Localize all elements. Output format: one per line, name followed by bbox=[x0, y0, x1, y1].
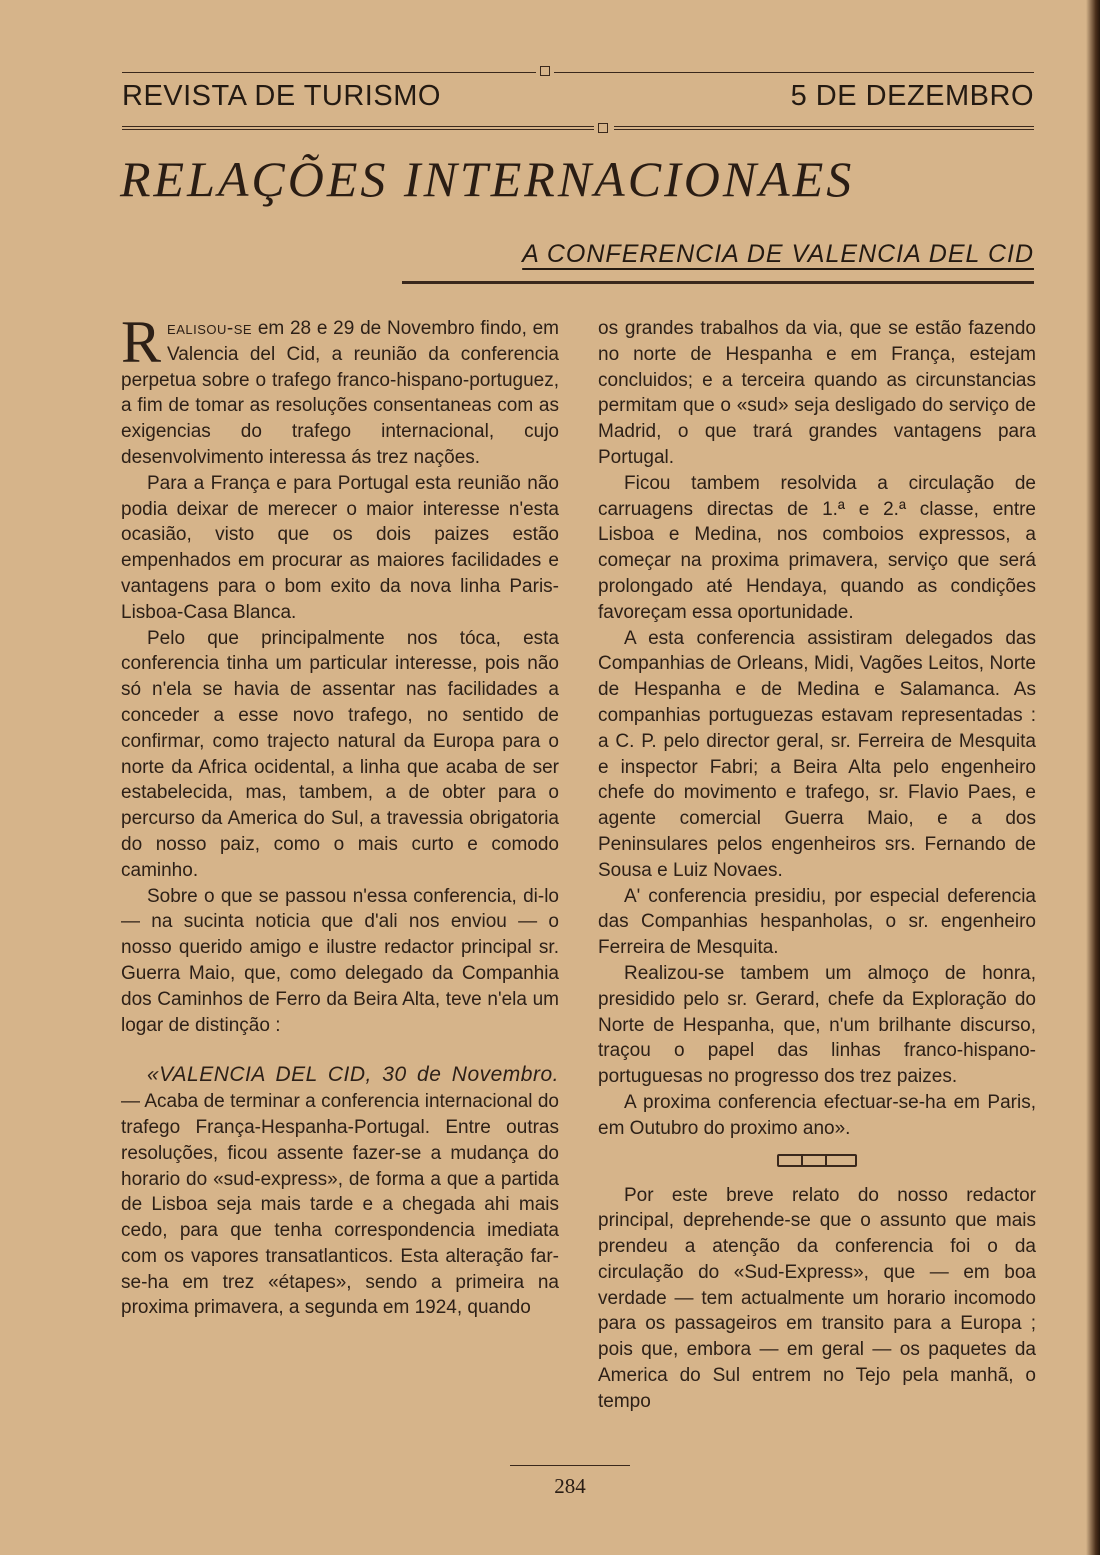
header-rule-bottom-left bbox=[122, 126, 594, 130]
paragraph: Realizou-se tambem um almoço de honra, presidido pelo sr. Gerard, chefe da Exploração do Norte de Hespanha, que, n'um brilhante discurso, traçou o papel das linhas franco-hispano-portuguesas no progresso dos trez paizes. bbox=[598, 962, 1036, 1088]
right-column bbox=[598, 316, 1036, 1415]
paragraph: Por este breve relato do nosso redactor principal, deprehende-se que o assunto que mais prendeu a atenção da conferencia foi o da circulação do «Sud-Express», que — em boa verdade — tem actualmente um horario incomodo para os passageiros em transito para a Europa ; pois que, embora — em geral — os paquetes da America do Sul entrem no Tejo pela manhã, o tempo bbox=[598, 1184, 1036, 1412]
drop-cap: R bbox=[121, 309, 162, 375]
header-rule-ornament-bottom bbox=[598, 123, 608, 133]
running-head-title: REVISTA DE TURISMO bbox=[122, 80, 441, 112]
paragraph: A proxima conferencia efectuar-se-ha em Paris, em Outubro do proximo ano». bbox=[598, 1091, 1036, 1139]
paragraph: Para a França e para Portugal esta reunião não podia deixar de merecer o maior interesse n'esta ocasião, visto que os dois paizes estão empenhados em procurar as maiores facilidades e vantagens para o bom exito da nova linha Paris-Lisboa-Casa Blanca. bbox=[121, 472, 559, 623]
header-rule-ornament-top bbox=[540, 66, 550, 76]
lead-words: ealisou-se bbox=[167, 318, 253, 339]
spacer bbox=[121, 1038, 559, 1062]
paragraph: A esta conferencia assistiram delegados das Companhias de Orleans, Midi, Vagões Leitos, Norte de Hespanha e de Medina e Salamanca. As companhias portuguezas estavam representadas : a C. P. pelo director geral, sr. Ferreira de Mesquita e inspector Fabri; a Beira Alta pelo engenheiro chefe do movimento e trafego, sr. Flavio Paes, e agente comercial Guerra Maio, e a dos Peninsulares pelos engenheiros srs. Fernando de Sousa e Luiz Novaes. bbox=[598, 627, 1036, 881]
left-column bbox=[121, 309, 559, 1321]
paragraph: Sobre o que se passou n'essa conferencia, di-lo — na sucinta noticia que d'ali nos enviou — o nosso querido amigo e ilustre redactor principal sr. Guerra Maio, que, como delegado da Companhia dos Caminhos de Ferro da Beira Alta, teve n'ela um logar de distinção : bbox=[121, 885, 559, 1036]
paragraph-text: em 28 e 29 de Novembro findo, em Valencia del Cid, a reunião da conferencia perpetua sobre o trafego franco-hispano-portuguez, a fim de tomar as resoluções consentaneas com as exigencias do trafego internacional, cujo desenvolvimento interessa ás trez nações. bbox=[121, 318, 559, 468]
paragraph: Pelo que principalmente nos tóca, esta conferencia tinha um particular interesse, pois não só n'ela se havia de assentar nas facilidades a conceder a esse novo trafego, no sentido de confirmar, como trajecto natural da Europa para o norte da Africa ocidental, a linha que acaba de ser estabelecida, mas, tambem, a de obter para o percurso da America do Sul, a travessia obrigatoria do nosso paiz, como o mais curto e comodo caminho. bbox=[121, 627, 559, 881]
subtitle-rule bbox=[402, 281, 1034, 284]
article-title: RELAÇÕES INTERNACIONAES bbox=[120, 151, 855, 207]
running-head-date: 5 DE DEZEMBRO bbox=[790, 80, 1034, 112]
dateline: «VALENCIA DEL CID, 30 de Novembro. bbox=[147, 1063, 559, 1087]
paragraph: A' conferencia presidiu, por especial deferencia das Companhias hespanholas, o sr. engenheiro Ferreira de Mesquita. bbox=[598, 885, 1036, 959]
header-rule-top-right bbox=[554, 72, 1034, 73]
paragraph: os grandes trabalhos da via, que se estão fazendo no norte de Hespanha e em França, estejam concluidos; e a terceira quando as circunstancias permitam que o «sud» seja desligado do serviço de Madrid, o que trará grandes vantagens para Portugal. bbox=[598, 318, 1036, 468]
paragraph: Ficou tambem resolvida a circulação de carruagens directas de 1.ª e 2.ª classe, entre Lisboa e Medina, nos comboios expressos, a começar na proxima primavera, serviço que será prolongado até Hendaya, quando as condições favoreçam essa oportunidade. bbox=[598, 472, 1036, 623]
page-number: 284 bbox=[554, 1474, 586, 1498]
header-rule-top-left bbox=[122, 72, 536, 73]
footer-rule bbox=[510, 1465, 630, 1466]
article-subtitle: A CONFERENCIA DE VALENCIA DEL CID bbox=[522, 240, 1034, 268]
paragraph bbox=[121, 309, 559, 471]
paragraph-text: — Acaba de terminar a conferencia internacional do trafego França-Hespanha-Portugal. Entre outras resoluções, ficou assente fazer-se a mudança do horario do «sud-express», de forma a que a partida de Lisboa seja mais tarde e a chegada ahi mais cedo, para que tenha correspondencia imediata com os vapores transatlanticos. Esta alteração far-se-ha em trez «étapes», sendo a primeira na proxima primavera, a segunda em 1924, quando bbox=[121, 1091, 559, 1319]
header-rule-bottom-right bbox=[614, 126, 1034, 130]
section-divider-ornament bbox=[777, 1154, 857, 1167]
telegram-paragraph bbox=[121, 1062, 559, 1321]
page-edge-shadow bbox=[1086, 0, 1100, 1555]
